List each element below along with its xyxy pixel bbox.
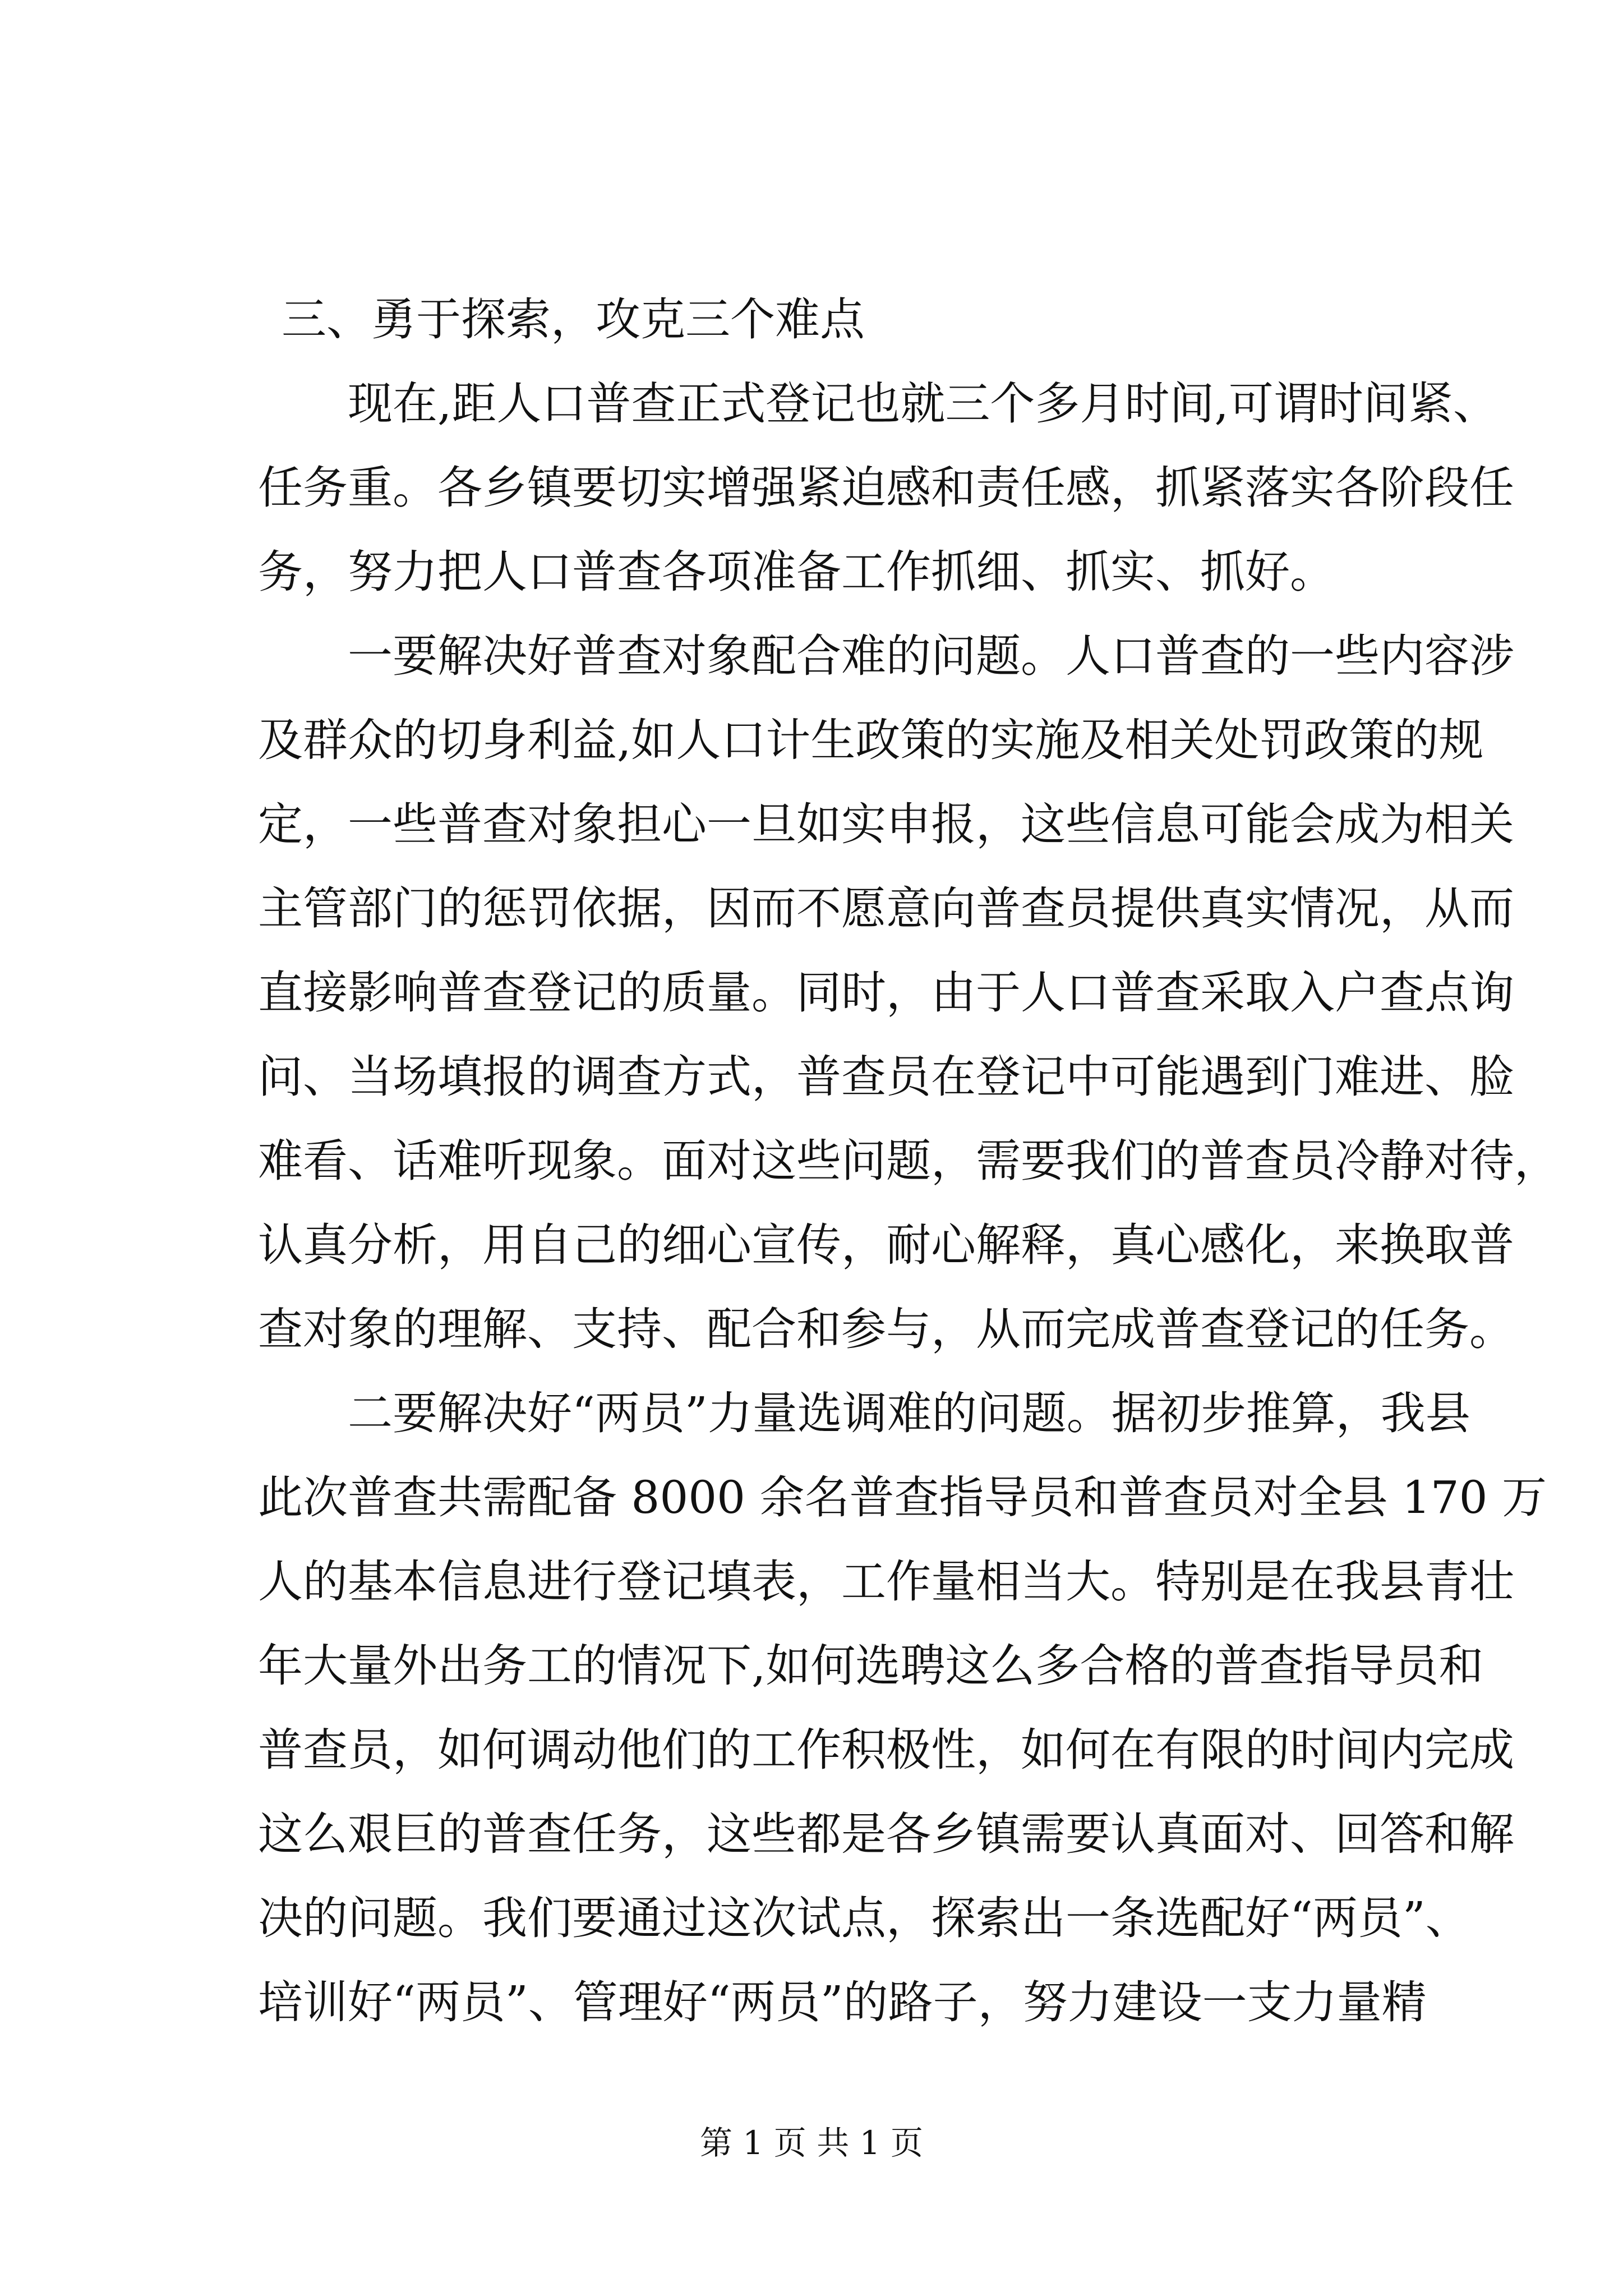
- text-line: 这么艰巨的普查任务，这些都是各乡镇需要认真面对、回答和解: [258, 1808, 1514, 1860]
- text-line: 此次普查共需配备 8000 余名普查指导员和普查员对全县 170 万: [258, 1471, 1547, 1524]
- text-line: 及群众的切身利益,如人口计生政策的实施及相关处罚政策的规: [258, 714, 1484, 766]
- text-line: 认真分析，用自己的细心宣传，耐心解释，真心感化，来换取普: [258, 1219, 1514, 1271]
- text-line: 难看、话难听现象。面对这些问题，需要我们的普查员冷静对待，: [258, 1135, 1559, 1187]
- text-line: 定，一些普查对象担心一旦如实申报，这些信息可能会成为相关: [258, 798, 1514, 850]
- text-line: 任务重。各乡镇要切实增强紧迫感和责任感，抓紧落实各阶段任: [258, 462, 1514, 514]
- text-line: 主管部门的惩罚依据，因而不愿意向普查员提供真实情况，从而: [258, 882, 1514, 935]
- text-line: 决的问题。我们要通过这次试点，探索出一条选配好“两员”、: [258, 1892, 1470, 1944]
- text-line: 年大量外出务工的情况下,如何选聘这么多合格的普查指导员和: [258, 1640, 1484, 1692]
- text-line: 务，努力把人口普查各项准备工作抓细、抓实、抓好。: [258, 546, 1335, 598]
- text-line: 普查员，如何调动他们的工作积极性，如何在有限的时间内完成: [258, 1724, 1514, 1776]
- text-line: 现在,距人口普查正式登记也就三个多月时间,可谓时间紧、: [348, 378, 1498, 430]
- text-line: 问、当场填报的调查方式，普查员在登记中可能遇到门难进、脸: [258, 1051, 1514, 1103]
- text-line: 查对象的理解、支持、配合和参与，从而完成普查登记的任务。: [258, 1303, 1514, 1355]
- section-heading: 三、勇于探索，攻克三个难点: [282, 293, 865, 346]
- text-line: 培训好“两员”、管理好“两员”的路子，努力建设一支力量精: [258, 1976, 1427, 2028]
- text-line: 人的基本信息进行登记填表，工作量相当大。特别是在我县青壮: [258, 1556, 1514, 1608]
- page-footer: 第 1 页 共 1 页: [700, 2124, 923, 2162]
- text-line: 二要解决好“两员”力量选调难的问题。据初步推算，我县: [348, 1387, 1470, 1439]
- text-line: 直接影响普查登记的质量。同时，由于人口普查采取入户查点询: [258, 967, 1514, 1019]
- text-line: 一要解决好普查对象配合难的问题。人口普查的一些内容涉: [348, 630, 1514, 682]
